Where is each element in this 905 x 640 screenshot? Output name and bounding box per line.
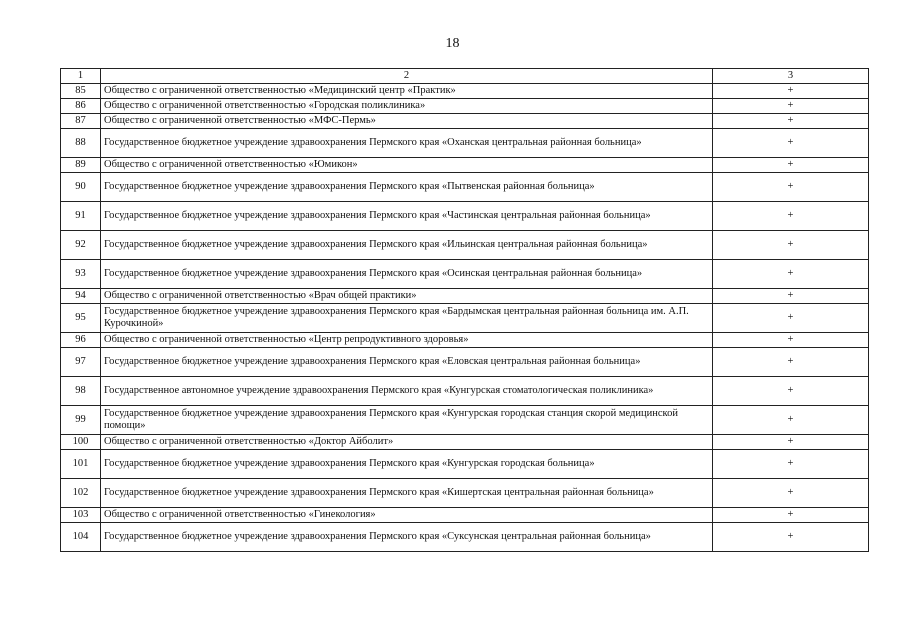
inclusion-mark: + (713, 114, 869, 129)
organization-name: Общество с ограниченной ответственностью «Медицинский центр «Практик» (101, 84, 713, 99)
inclusion-mark: + (713, 158, 869, 173)
organization-name: Общество с ограниченной ответственностью «Юмикон» (101, 158, 713, 173)
row-number: 87 (61, 114, 101, 129)
row-number: 93 (61, 260, 101, 289)
organization-name: Государственное бюджетное учреждение здравоохранения Пермского края «Пытвенская районная больница» (101, 173, 713, 202)
inclusion-mark: + (713, 406, 869, 435)
row-number: 95 (61, 304, 101, 333)
row-number: 100 (61, 435, 101, 450)
row-number: 104 (61, 523, 101, 552)
table-row (61, 508, 869, 523)
table-row (61, 260, 869, 289)
row-number: 103 (61, 508, 101, 523)
inclusion-mark: + (713, 435, 869, 450)
row-number: 98 (61, 377, 101, 406)
organization-name: Общество с ограниченной ответственностью «Гинекология» (101, 508, 713, 523)
inclusion-mark: + (713, 202, 869, 231)
table-row (61, 289, 869, 304)
table-row (61, 173, 869, 202)
inclusion-mark: + (713, 508, 869, 523)
organization-name: Общество с ограниченной ответственностью «Городская поликлиника» (101, 99, 713, 114)
row-number: 85 (61, 84, 101, 99)
table-row (61, 333, 869, 348)
table-row (61, 99, 869, 114)
table-row (61, 348, 869, 377)
inclusion-mark: + (713, 377, 869, 406)
table-row (61, 479, 869, 508)
inclusion-mark: + (713, 304, 869, 333)
organization-name: Государственное бюджетное учреждение здравоохранения Пермского края «Суксунская центральная районная больница» (101, 523, 713, 552)
table-row (61, 406, 869, 435)
table-row (61, 377, 869, 406)
inclusion-mark: + (713, 479, 869, 508)
inclusion-mark: + (713, 231, 869, 260)
table-row (61, 202, 869, 231)
inclusion-mark: + (713, 129, 869, 158)
table-header (61, 69, 869, 84)
organization-name: Государственное бюджетное учреждение здравоохранения Пермского края «Еловская центральная районная больница» (101, 348, 713, 377)
row-number: 89 (61, 158, 101, 173)
row-number: 86 (61, 99, 101, 114)
table-row (61, 158, 869, 173)
inclusion-mark: + (713, 289, 869, 304)
organizations-table (60, 68, 869, 552)
row-number: 101 (61, 450, 101, 479)
organization-name: Государственное бюджетное учреждение здравоохранения Пермского края «Осинская центральная районная больница» (101, 260, 713, 289)
table-row (61, 304, 869, 333)
column-header-1: 1 (61, 69, 101, 84)
row-number: 102 (61, 479, 101, 508)
inclusion-mark: + (713, 173, 869, 202)
organization-name: Государственное бюджетное учреждение здравоохранения Пермского края «Бардымская центральная районная больница им. А.П. Курочкиной» (101, 304, 713, 333)
inclusion-mark: + (713, 450, 869, 479)
row-number: 96 (61, 333, 101, 348)
organization-name: Общество с ограниченной ответственностью «Врач общей практики» (101, 289, 713, 304)
table-row (61, 129, 869, 158)
row-number: 99 (61, 406, 101, 435)
table-row (61, 435, 869, 450)
table-row (61, 114, 869, 129)
organization-name: Государственное бюджетное учреждение здравоохранения Пермского края «Кунгурская городская больница» (101, 450, 713, 479)
organization-name: Общество с ограниченной ответственностью «Доктор Айболит» (101, 435, 713, 450)
row-number: 94 (61, 289, 101, 304)
row-number: 90 (61, 173, 101, 202)
row-number: 97 (61, 348, 101, 377)
organization-name: Государственное автономное учреждение здравоохранения Пермского края «Кунгурская стоматологическая поликлиника» (101, 377, 713, 406)
page-number: 18 (445, 36, 460, 51)
organization-name: Государственное бюджетное учреждение здравоохранения Пермского края «Кишертская центральная районная больница» (101, 479, 713, 508)
table-row (61, 523, 869, 552)
organization-name: Государственное бюджетное учреждение здравоохранения Пермского края «Кунгурская городская станция скорой медицинской помощи» (101, 406, 713, 435)
organization-name: Общество с ограниченной ответственностью «Центр репродуктивного здоровья» (101, 333, 713, 348)
inclusion-mark: + (713, 260, 869, 289)
organization-name: Общество с ограниченной ответственностью «МФС-Пермь» (101, 114, 713, 129)
table-row (61, 450, 869, 479)
inclusion-mark: + (713, 84, 869, 99)
inclusion-mark: + (713, 99, 869, 114)
row-number: 88 (61, 129, 101, 158)
row-number: 92 (61, 231, 101, 260)
organization-name: Государственное бюджетное учреждение здравоохранения Пермского края «Ильинская центральная районная больница» (101, 231, 713, 260)
column-header-3: 3 (713, 69, 869, 84)
column-header-2: 2 (101, 69, 713, 84)
table-row (61, 231, 869, 260)
table-body (61, 84, 869, 552)
table-row (61, 84, 869, 99)
row-number: 91 (61, 202, 101, 231)
organization-name: Государственное бюджетное учреждение здравоохранения Пермского края «Частинская центральная районная больница» (101, 202, 713, 231)
header-row (61, 69, 869, 84)
inclusion-mark: + (713, 333, 869, 348)
organization-name: Государственное бюджетное учреждение здравоохранения Пермского края «Оханская центральная районная больница» (101, 129, 713, 158)
inclusion-mark: + (713, 348, 869, 377)
inclusion-mark: + (713, 523, 869, 552)
